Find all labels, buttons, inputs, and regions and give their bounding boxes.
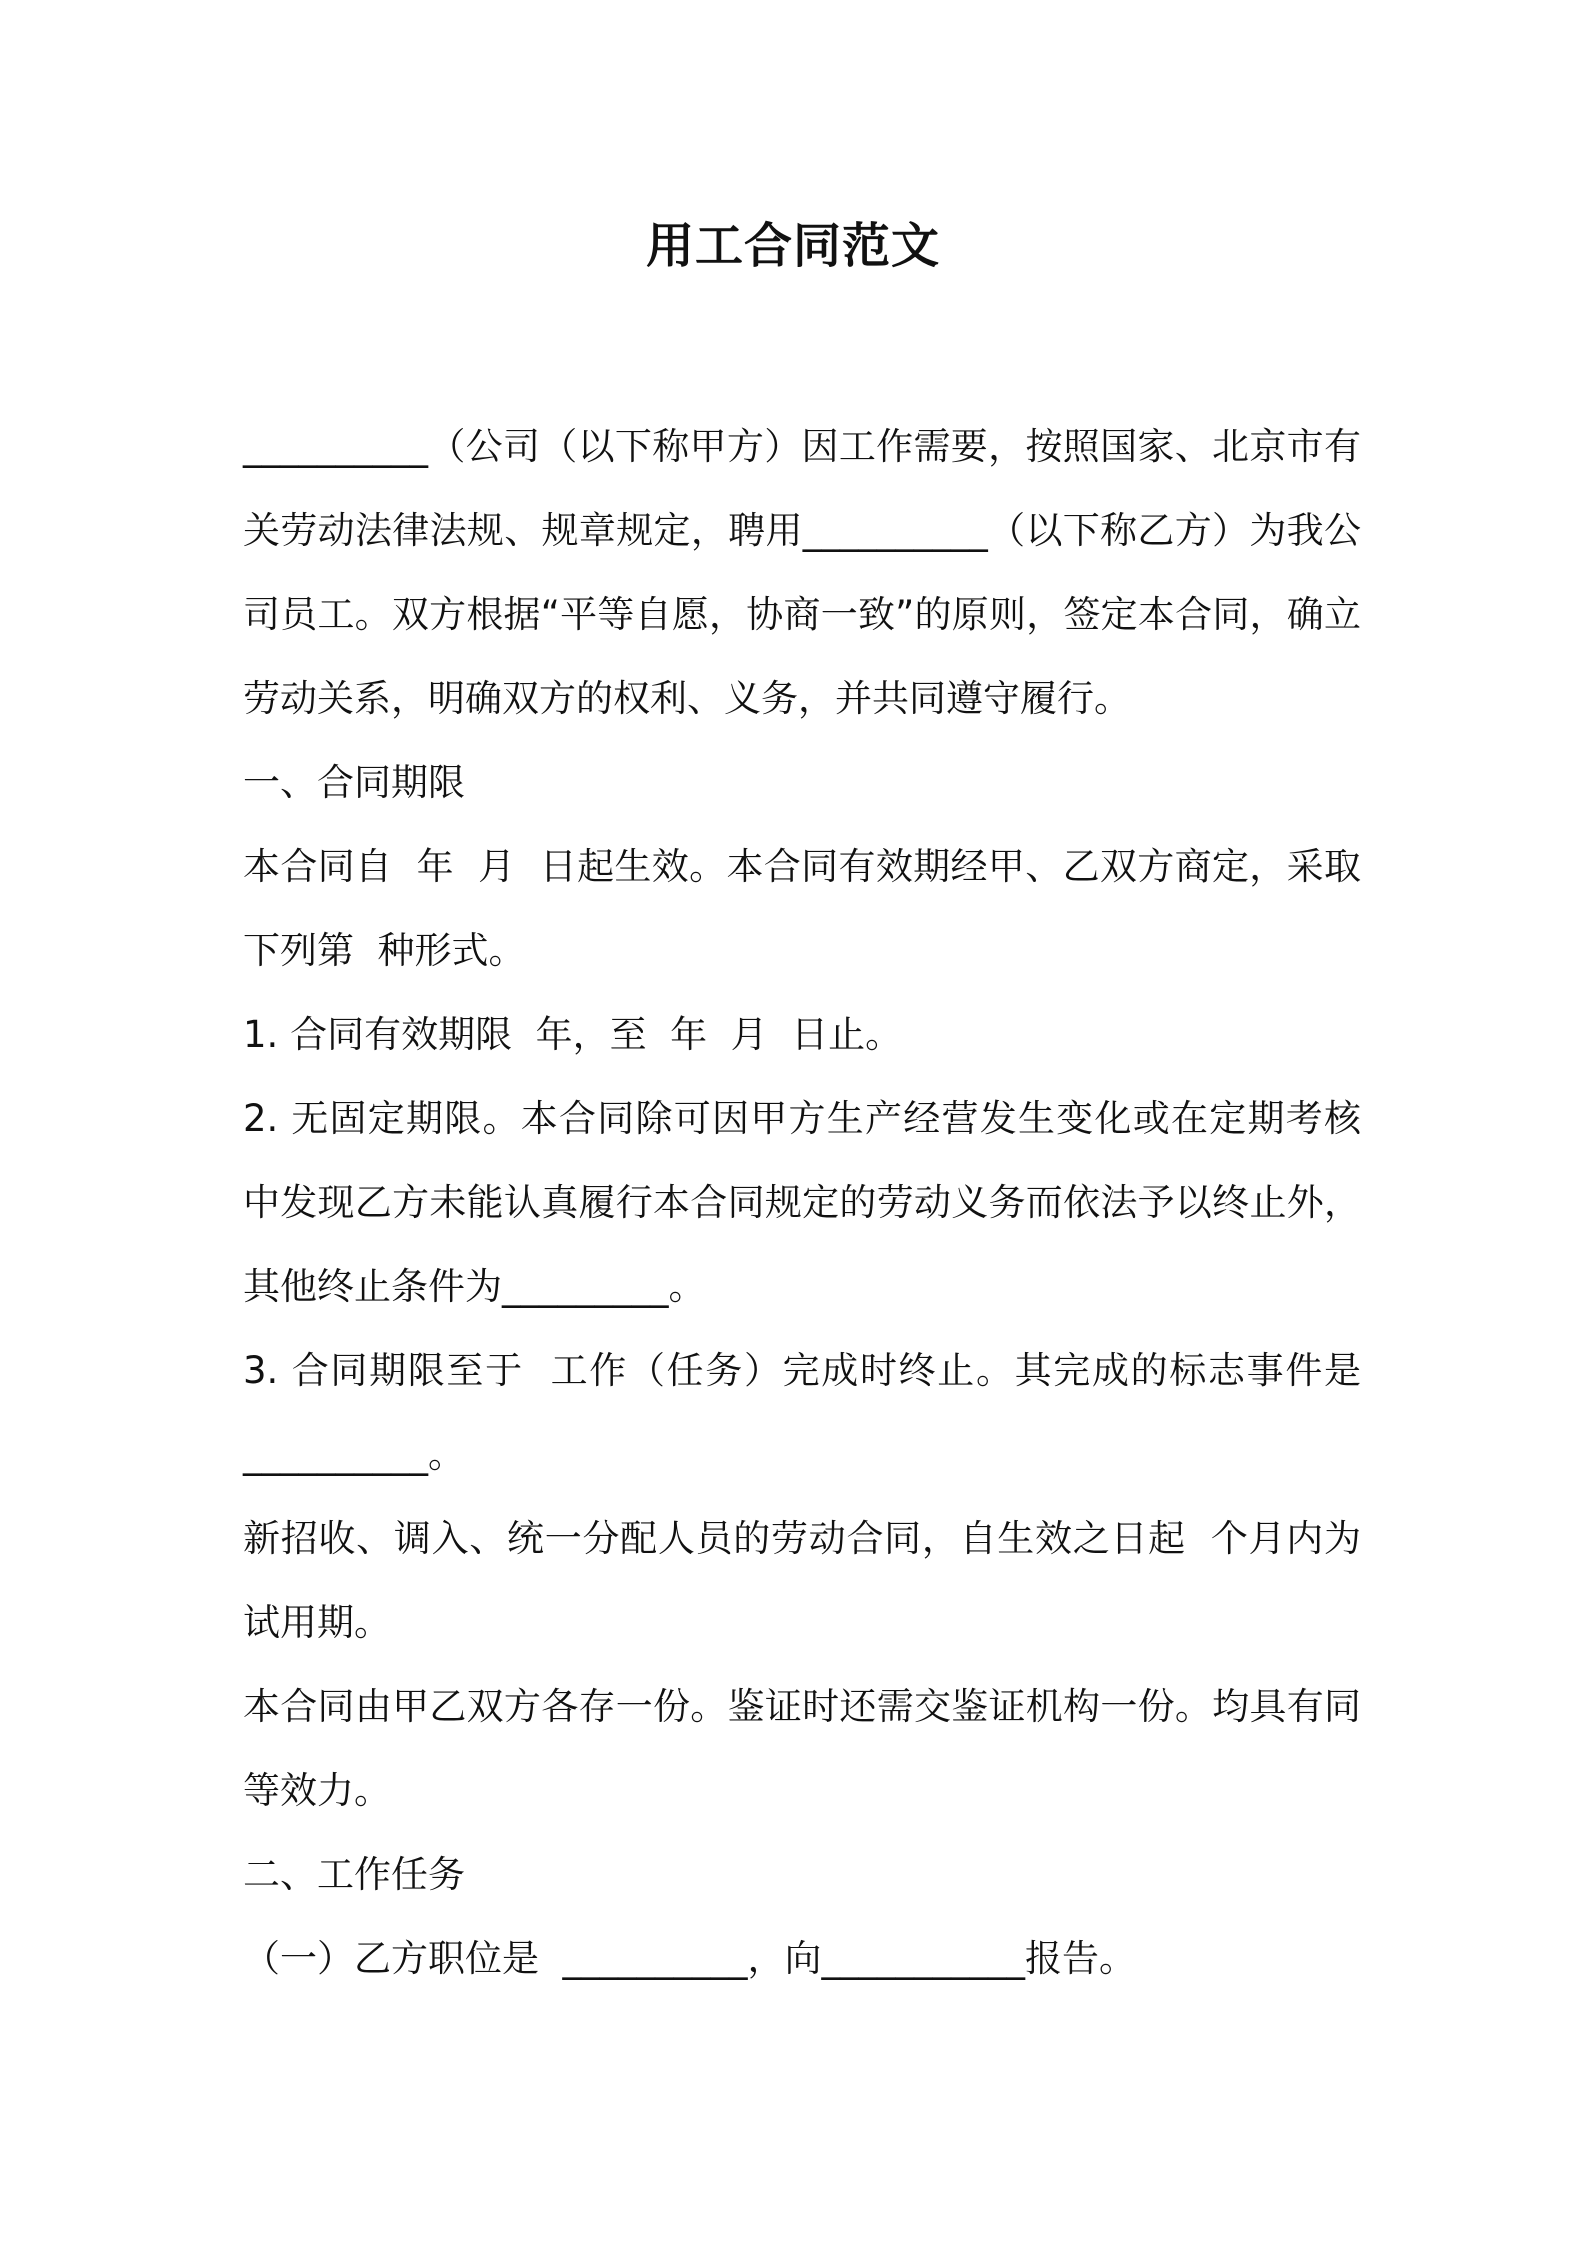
contract-effective-paragraph: 本合同自 年 月 日起生效。本合同有效期经甲、乙双方商定，采取下列第 种形式。 <box>243 845 1361 972</box>
term-option-3: 3. 合同期限至于 工作（任务）完成时终止。其完成的标志事件是__________。 <box>243 1349 1361 1476</box>
position-paragraph: （一）乙方职位是 __________，向___________报告。 <box>243 1937 1137 1980</box>
term-option-1: 1. 合同有效期限 年，至 年 月 日止。 <box>243 1013 903 1056</box>
document-body <box>243 405 1361 2001</box>
term-option-2: 2. 无固定期限。本合同除可因甲方生产经营发生变化或在定期考核中发现乙方未能认真履行本合同规定的劳动义务而依法予以终止外，其他终止条件为_________。 <box>243 1097 1361 1308</box>
intro-paragraph: __________（公司（以下称甲方）因工作需要，按照国家、北京市有关劳动法律法规、规章规定，聘用__________（以下称乙方）为我公司员工。双方根据“平等自愿，协商一致”的原则，签定本合同，确立劳动关系，明确双方的权利、义务，并共同遵守履行。 <box>243 425 1361 720</box>
section-heading-contract-term: 一、合同期限 <box>243 761 465 804</box>
document-title: 用工合同范文 <box>645 218 940 274</box>
probation-paragraph: 新招收、调入、统一分配人员的劳动合同，自生效之日起 个月内为试用期。 <box>243 1517 1361 1644</box>
section-heading-work-tasks: 二、工作任务 <box>243 1853 465 1896</box>
copies-paragraph: 本合同由甲乙双方各存一份。鉴证时还需交鉴证机构一份。均具有同等效力。 <box>243 1685 1361 1812</box>
